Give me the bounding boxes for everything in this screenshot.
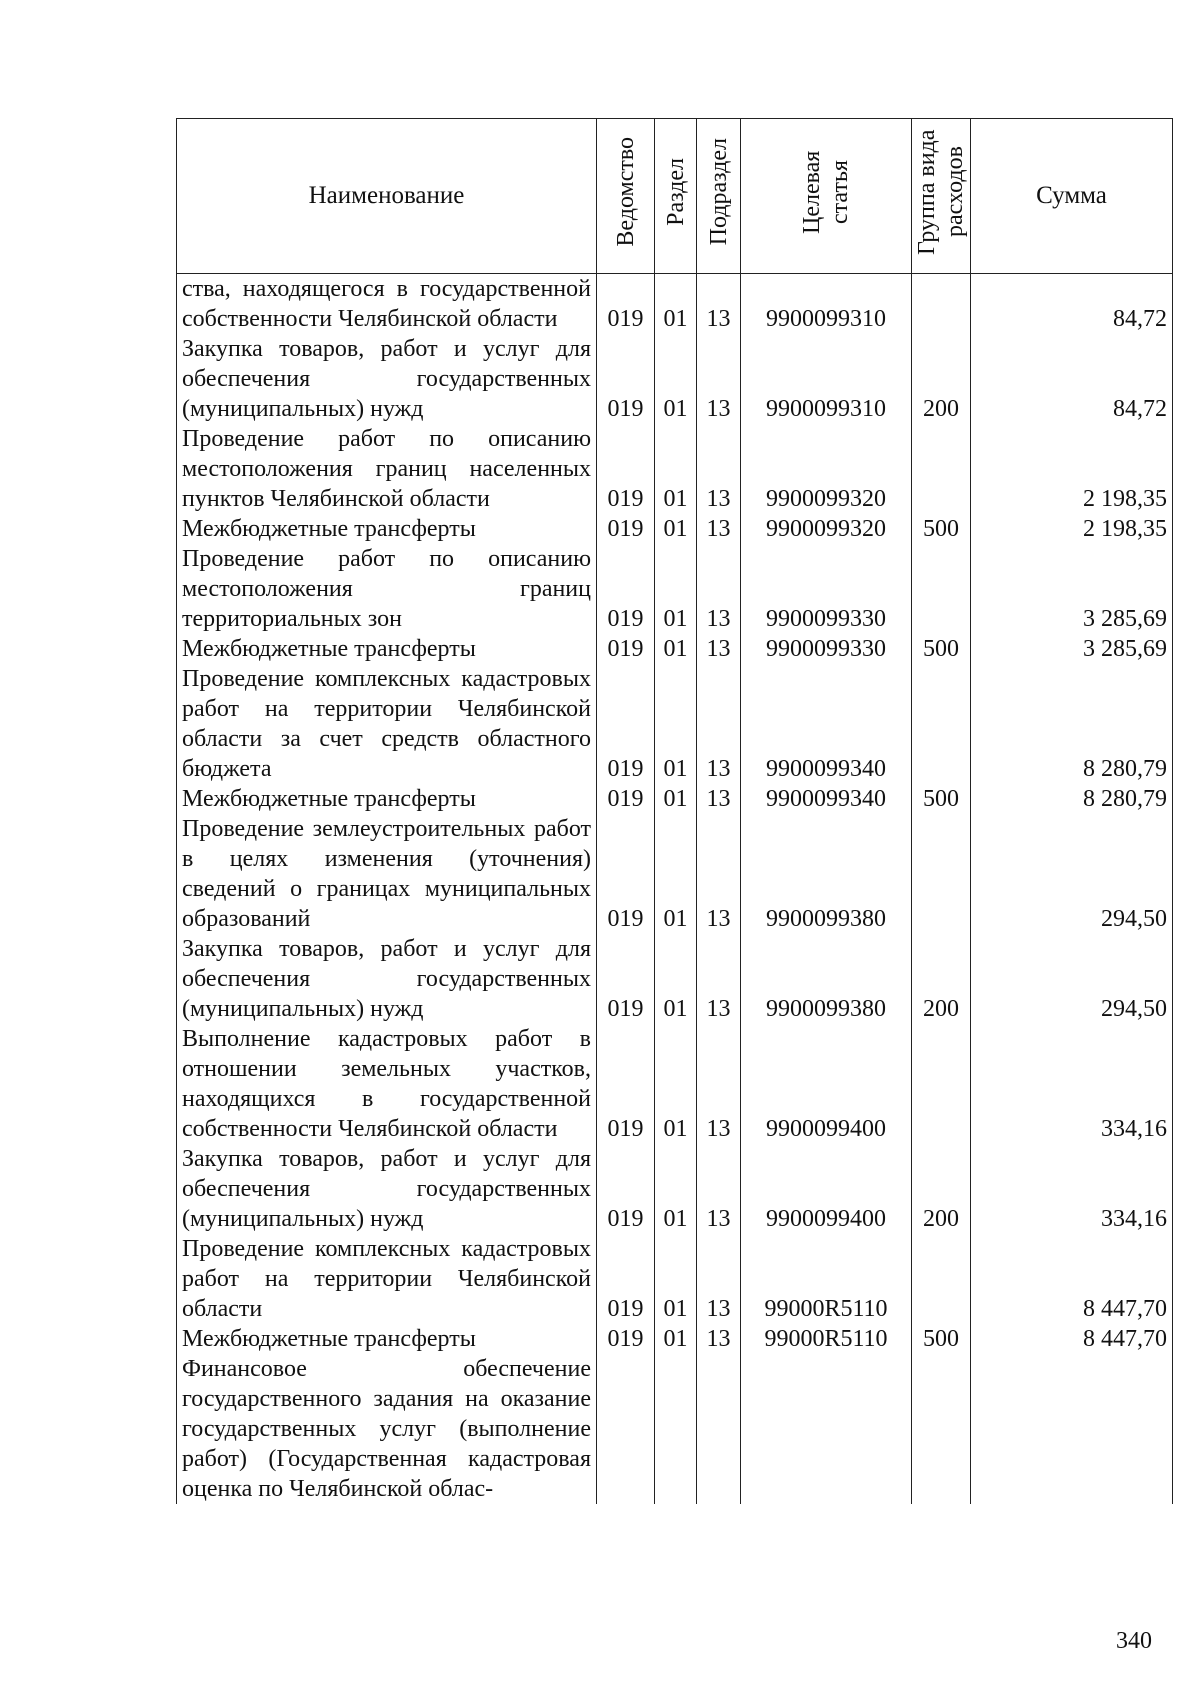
table-body (177, 274, 1173, 1505)
cell-target: 9900099340 (741, 664, 912, 784)
cell-target: 9900099310 (741, 334, 912, 424)
cell-target: 9900099310 (741, 274, 912, 335)
cell-department: 019 (597, 784, 655, 814)
cell-section: 01 (655, 1234, 697, 1324)
cell-subsection: 13 (697, 634, 741, 664)
table-row (177, 274, 1173, 335)
cell-name: Межбюджетные трансферты (177, 634, 597, 664)
cell-name: Проведение комплексных кадастровых работ на территории Челябинской области (177, 1234, 597, 1324)
cell-subsection: 13 (697, 1144, 741, 1234)
cell-name: Межбюджетные трансферты (177, 1324, 597, 1354)
cell-department: 019 (597, 1024, 655, 1144)
cell-subsection: 13 (697, 664, 741, 784)
cell-target: 9900099380 (741, 934, 912, 1024)
cell-section: 01 (655, 424, 697, 514)
cell-sum: 84,72 (971, 274, 1173, 335)
cell-section: 01 (655, 784, 697, 814)
cell-expense-group (912, 814, 971, 934)
table-row (177, 334, 1173, 424)
header-target: Целевая статья (741, 119, 912, 274)
cell-section: 01 (655, 544, 697, 634)
cell-name: Межбюджетные трансферты (177, 784, 597, 814)
cell-department: 019 (597, 664, 655, 784)
cell-section: 01 (655, 274, 697, 335)
cell-name: Проведение комплексных кадастровых работ на территории Челябинской области за счет средств областного бюджета (177, 664, 597, 784)
cell-sum: 294,50 (971, 934, 1173, 1024)
cell-department: 019 (597, 514, 655, 544)
cell-section: 01 (655, 1024, 697, 1144)
cell-sum: 8 280,79 (971, 664, 1173, 784)
cell-sum: 8 447,70 (971, 1234, 1173, 1324)
cell-sum: 2 198,35 (971, 424, 1173, 514)
cell-name: Проведение работ по описанию местоположения границ территориальных зон (177, 544, 597, 634)
cell-subsection: 13 (697, 814, 741, 934)
cell-name: Проведение работ по описанию местоположения границ населенных пунктов Челябинской области (177, 424, 597, 514)
cell-name: Закупка товаров, работ и услуг для обеспечения государственных (муниципальных) нужд (177, 334, 597, 424)
table-row (177, 514, 1173, 544)
cell-subsection (697, 1354, 741, 1504)
cell-subsection: 13 (697, 1234, 741, 1324)
cell-subsection: 13 (697, 1324, 741, 1354)
cell-section: 01 (655, 814, 697, 934)
cell-section: 01 (655, 1324, 697, 1354)
header-section: Раздел (655, 119, 697, 274)
cell-sum: 334,16 (971, 1144, 1173, 1234)
table-row (177, 544, 1173, 634)
cell-name: Финансовое обеспечение государственного задания на оказание государственных услуг (выполнение работ) (Государственная кадастровая оценка по Челябинской облас- (177, 1354, 597, 1504)
cell-department: 019 (597, 634, 655, 664)
table-row (177, 1024, 1173, 1144)
cell-section: 01 (655, 634, 697, 664)
cell-expense-group (912, 1234, 971, 1324)
cell-expense-group (912, 664, 971, 784)
cell-department: 019 (597, 334, 655, 424)
cell-sum: 334,16 (971, 1024, 1173, 1144)
table-row (177, 424, 1173, 514)
cell-expense-group (912, 1024, 971, 1144)
page-number: 340 (1116, 1628, 1152, 1654)
cell-subsection: 13 (697, 934, 741, 1024)
cell-name: Закупка товаров, работ и услуг для обеспечения государственных (муниципальных) нужд (177, 934, 597, 1024)
cell-department: 019 (597, 934, 655, 1024)
cell-section: 01 (655, 334, 697, 424)
cell-subsection: 13 (697, 274, 741, 335)
cell-subsection: 13 (697, 424, 741, 514)
cell-expense-group: 500 (912, 634, 971, 664)
cell-department: 019 (597, 424, 655, 514)
header-name: Наименование (177, 119, 597, 274)
cell-expense-group: 200 (912, 334, 971, 424)
table-row (177, 634, 1173, 664)
cell-section: 01 (655, 934, 697, 1024)
cell-target: 99000R5110 (741, 1234, 912, 1324)
cell-section: 01 (655, 1144, 697, 1234)
cell-subsection: 13 (697, 334, 741, 424)
cell-target: 9900099380 (741, 814, 912, 934)
table-header (177, 119, 1173, 274)
cell-name: Закупка товаров, работ и услуг для обеспечения государственных (муниципальных) нужд (177, 1144, 597, 1234)
cell-subsection: 13 (697, 1024, 741, 1144)
cell-subsection: 13 (697, 514, 741, 544)
cell-target: 9900099400 (741, 1024, 912, 1144)
cell-department: 019 (597, 1234, 655, 1324)
table-row (177, 814, 1173, 934)
header-sum: Сумма (971, 119, 1173, 274)
cell-target: 9900099320 (741, 424, 912, 514)
table-row (177, 1354, 1173, 1504)
cell-expense-group (912, 1354, 971, 1504)
cell-department: 019 (597, 814, 655, 934)
cell-sum (971, 1354, 1173, 1504)
cell-subsection: 13 (697, 544, 741, 634)
cell-expense-group (912, 544, 971, 634)
table-row (177, 1324, 1173, 1354)
cell-name: ства, находящегося в государственной собственности Челябинской области (177, 274, 597, 335)
cell-target: 9900099330 (741, 634, 912, 664)
cell-sum: 294,50 (971, 814, 1173, 934)
cell-target: 9900099320 (741, 514, 912, 544)
cell-name: Межбюджетные трансферты (177, 514, 597, 544)
cell-sum: 3 285,69 (971, 634, 1173, 664)
table-row (177, 934, 1173, 1024)
cell-sum: 84,72 (971, 334, 1173, 424)
budget-table (176, 118, 1173, 1504)
cell-target: 9900099340 (741, 784, 912, 814)
table-row (177, 1144, 1173, 1234)
cell-name: Выполнение кадастровых работ в отношении земельных участков, находящихся в государственной собственности Челябинской области (177, 1024, 597, 1144)
cell-sum: 3 285,69 (971, 544, 1173, 634)
cell-expense-group: 500 (912, 784, 971, 814)
cell-target: 9900099400 (741, 1144, 912, 1234)
cell-department: 019 (597, 274, 655, 335)
cell-subsection: 13 (697, 784, 741, 814)
cell-expense-group (912, 424, 971, 514)
cell-department: 019 (597, 544, 655, 634)
table-row (177, 1234, 1173, 1324)
table-row (177, 784, 1173, 814)
cell-section: 01 (655, 664, 697, 784)
cell-expense-group: 200 (912, 1144, 971, 1234)
cell-expense-group (912, 274, 971, 335)
table-row (177, 664, 1173, 784)
cell-target: 99000R5110 (741, 1324, 912, 1354)
cell-department: 019 (597, 1324, 655, 1354)
cell-sum: 8 447,70 (971, 1324, 1173, 1354)
cell-expense-group: 500 (912, 514, 971, 544)
cell-expense-group: 200 (912, 934, 971, 1024)
cell-section (655, 1354, 697, 1504)
cell-department (597, 1354, 655, 1504)
cell-expense-group: 500 (912, 1324, 971, 1354)
cell-sum: 2 198,35 (971, 514, 1173, 544)
cell-target: 9900099330 (741, 544, 912, 634)
cell-target (741, 1354, 912, 1504)
header-expense-group: Группа вида расходов (912, 119, 971, 274)
cell-sum: 8 280,79 (971, 784, 1173, 814)
cell-name: Проведение землеустроительных работ в целях изменения (уточнения) сведений о границах муниципальных образований (177, 814, 597, 934)
cell-department: 019 (597, 1144, 655, 1234)
header-subsection: Подраздел (697, 119, 741, 274)
cell-section: 01 (655, 514, 697, 544)
header-department: Ведомство (597, 119, 655, 274)
